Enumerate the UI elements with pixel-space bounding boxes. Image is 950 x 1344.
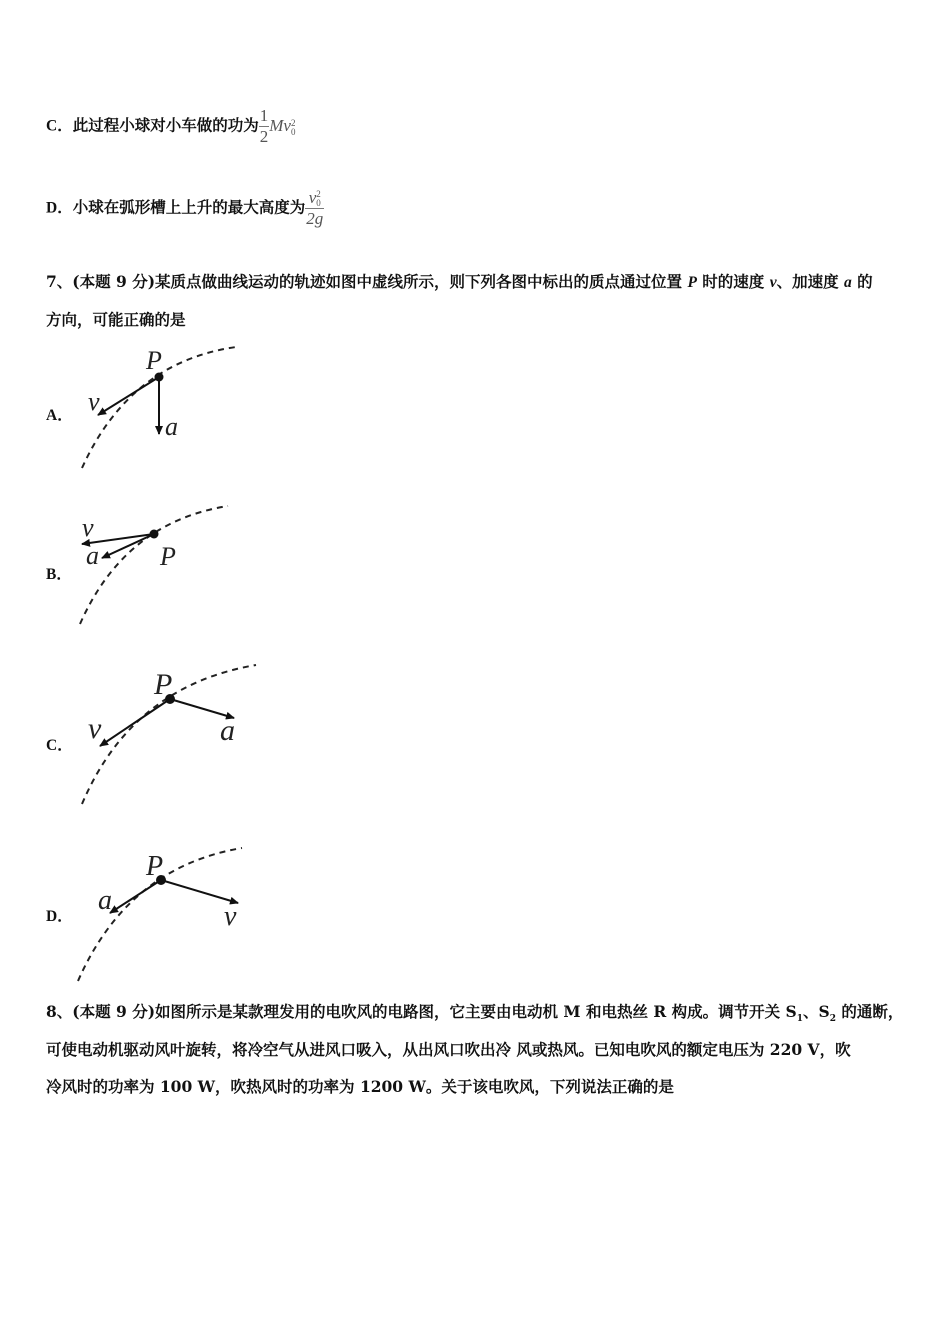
velocity-arrow: [98, 377, 159, 415]
fraction-height: v 2 0 2g: [306, 188, 324, 229]
label-a: a: [165, 412, 178, 441]
q7-line-1: 7、(本题 9 分)某质点做曲线运动的轨迹如图中虚线所示，则下列各图中标出的质点通过位置 P 时的速度 v、加速度 a 的: [46, 272, 873, 291]
option-text: 小球在弧形槽上上升的最大高度为: [72, 197, 306, 217]
label-v: v: [224, 901, 237, 932]
velocity-arrow: [161, 880, 238, 903]
label-v: v: [88, 712, 102, 745]
q7-line-2: 方向，可能正确的是: [46, 310, 186, 329]
option-label: C．: [46, 117, 73, 135]
q8-line-1: 8、(本题 9 分)如图所示是某款理发用的电吹风的电路图，它主要由电动机 M 和电热丝 R 构成。调节开关 $S_1$、$S_2$ 的通断，: [46, 1002, 904, 1025]
acceleration-arrow: [110, 880, 161, 913]
math-mv: Mv 2 0: [269, 116, 296, 137]
label-p: P: [146, 346, 162, 375]
q7-figure-c: [70, 662, 270, 808]
q7-figure-a: [70, 342, 250, 474]
q7-option-d-label: D．: [46, 908, 73, 925]
label-a: a: [86, 541, 99, 570]
option-label: D．: [46, 199, 73, 217]
q8-line-3: 冷风时的功率为 100 W，吹热风时的功率为 1200 W。关于该电吹风，下列说法正确的是: [46, 1077, 674, 1096]
label-a: a: [98, 885, 112, 916]
label-p: P: [146, 851, 164, 882]
option-c-q6: [46, 106, 295, 147]
label-p: P: [154, 668, 173, 701]
q7-option-a-label: A．: [46, 407, 73, 424]
velocity-arrow: [100, 699, 170, 746]
option-text: 此过程小球对小车做的功为: [72, 115, 259, 135]
q7-option-c-label: C．: [46, 737, 73, 754]
label-p: P: [160, 542, 176, 571]
label-v: v: [82, 513, 94, 542]
q7-figure-d: [70, 845, 260, 985]
label-a: a: [220, 714, 235, 747]
point-p: [150, 530, 159, 539]
fraction-half: $\frac{1}{2}$: [259, 106, 269, 146]
q8-line-2: 可使电动机驱动风叶旋转，将冷空气从进风口吸入，从出风口吹出冷 风或热风。已知电吹风的额定电压为 220 V，吹: [46, 1040, 851, 1059]
q7-figure-b: [70, 502, 250, 630]
label-v: v: [88, 387, 100, 416]
option-d-q6: [46, 188, 324, 229]
trajectory-dashed-curve: [80, 506, 228, 624]
q7-option-b-label: B．: [46, 566, 72, 583]
